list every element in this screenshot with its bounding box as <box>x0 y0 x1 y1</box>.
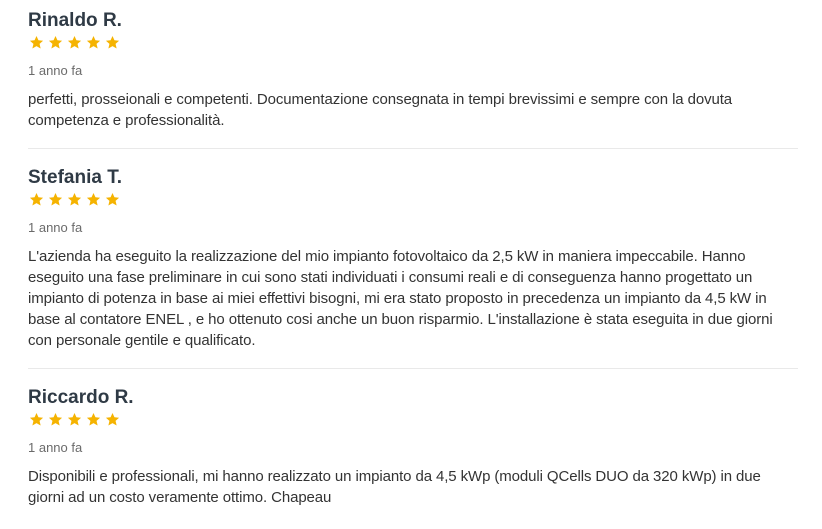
review-item <box>28 0 798 149</box>
star-icon <box>67 192 82 207</box>
reviews-list <box>28 0 798 525</box>
star-icon <box>86 412 101 427</box>
review-date: 1 anno fa <box>28 440 83 455</box>
reviewer-name: Stefania T. <box>28 167 122 188</box>
review-text: perfetti, prosseionali e competenti. Documentazione consegnata in tempi brevissimi e sempre con la dovuta competenza e professionalità. <box>28 91 733 129</box>
star-icon <box>29 192 44 207</box>
star-icon <box>48 192 63 207</box>
star-icon <box>86 35 101 50</box>
star-icon <box>105 412 120 427</box>
star-icon <box>105 192 120 207</box>
review-text: L'azienda ha eseguito la realizzazione del mio impianto fotovoltaico da 2,5 kW in maniera impeccabile. Hanno eseguito una fase preliminare in cui sono stati individuati i consumi reali e di conseguenza hanno progettato un impianto di potenza in base ai miei effettivi bisogni, mi era stato proposto in precedenza un impianto da 4,5 kW in base al contatore ENEL , e ho ottenuto cosi anche un buon risparmio. L'installazione è stata eseguita in due giorni con personale gentile e qualificato. <box>28 248 773 349</box>
star-icon <box>105 35 120 50</box>
star-rating <box>29 412 798 430</box>
star-icon <box>48 412 63 427</box>
reviewer-name: Rinaldo R. <box>28 10 122 31</box>
review-text: Disponibili e professionali, mi hanno realizzato un impianto da 4,5 kWp (moduli QCells DUO da 320 kWp) in due giorni ad un costo veramente ottimo. Chapeau <box>28 468 761 506</box>
star-icon <box>48 35 63 50</box>
star-icon <box>86 192 101 207</box>
star-rating <box>29 192 798 210</box>
star-icon <box>29 412 44 427</box>
star-icon <box>29 35 44 50</box>
star-icon <box>67 35 82 50</box>
reviewer-name: Riccardo R. <box>28 387 134 408</box>
review-item <box>28 369 798 525</box>
star-icon <box>67 412 82 427</box>
star-rating <box>29 35 798 53</box>
review-date: 1 anno fa <box>28 63 83 78</box>
review-date: 1 anno fa <box>28 220 83 235</box>
review-item <box>28 149 798 369</box>
